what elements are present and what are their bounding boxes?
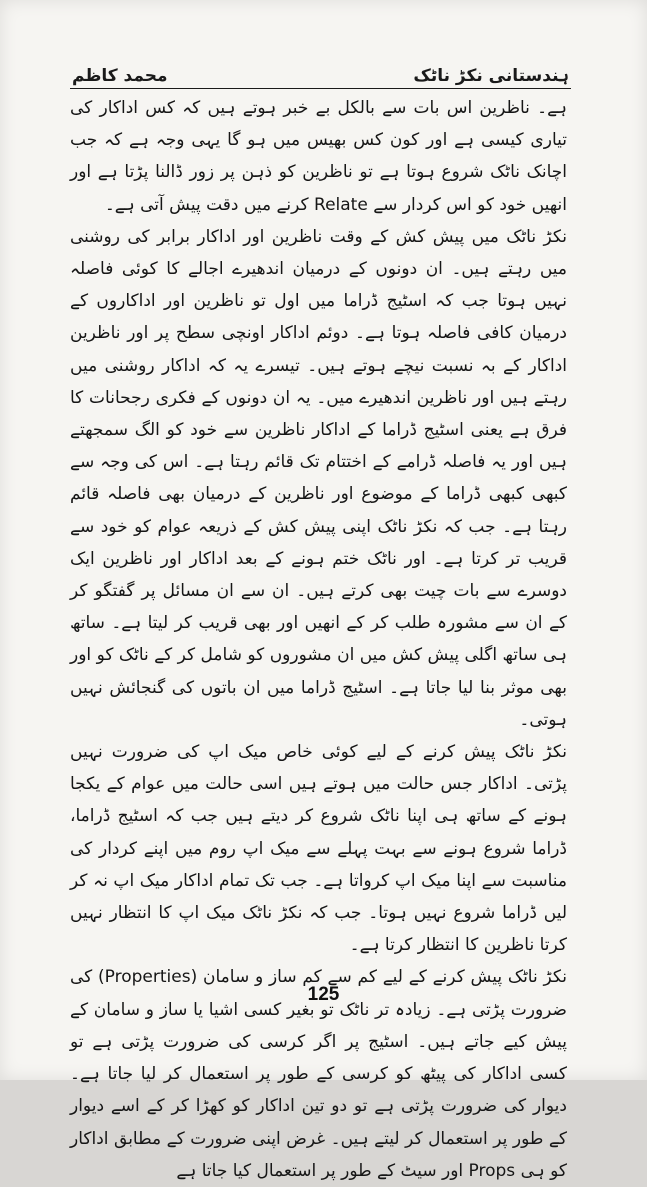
header-rule (70, 88, 571, 89)
author-name: محمد کاظم (72, 66, 168, 86)
paragraph: نکڑ ناٹک میں پیش کش کے وقت ناظرین اور اداکار برابر کی روشنی میں رہتے ہیں۔ ان دونوں کے درمیان اندھیرے اجالے کا کوئی فاصلہ نہیں ہوتا جب کہ اسٹیج ڈراما میں اول تو ناظرین اور اداکاروں کے درمیان کافی فاصلہ ہوتا ہے۔ دوئم اداکار اونچی سطح پر اور ناظرین اداکار کے بہ نسبت نیچے ہوتے ہیں۔ تیسرے یہ کہ اداکار روشنی میں رہتے ہیں اور ناظرین اندھیرے میں۔ یہ ان دونوں کے فکری رجحانات کا فرق ہے یعنی اسٹیج ڈراما کے اداکار ناظرین سے خود کو الگ سمجھتے ہیں اور یہ فاصلہ ڈرامے کے اختتام تک قائم رہتا ہے۔ اس کی وجہ سے کبھی کبھی ڈراما کے موضوع اور ناظرین کے درمیان بھی فاصلہ قائم رہتا ہے۔ جب کہ نکڑ ناٹک اپنی پیش کش کے ذریعہ عوام کو خود سے قریب تر کرتا ہے۔ اور ناٹک ختم ہونے کے بعد اداکار اور ناظرین ایک دوسرے سے بات چیت بھی کرتے ہیں۔ ان سے ان مسائل پر گفتگو کر کے ان سے مشورہ طلب کر کے انھیں اور بھی قریب کر لیتا ہے۔ ساتھ ہی ساتھ اگلی پیش کش میں ان مشوروں کو شامل کر کے ناٹک کو اور بھی موثر بنا لیا جاتا ہے۔ اسٹیج ڈراما میں ان باتوں کی گنجائش نہیں ہوتی۔ (70, 226, 567, 730)
paragraph: ہے۔ ناظرین اس بات سے بالکل بے خبر ہوتے ہیں کہ کس اداکار کی تیاری کیسی ہے اور کون کس بھیس میں ہو گا یہی وجہ ہے کہ جب اچانک ناٹک شروع ہوتا ہے تو ناظرین کو ذہن پر زور ڈالنا پڑتا ہے اور انھیں خود کو اس کردار سے Relate کرنے میں دقت پیش آتی ہے۔ (70, 98, 567, 215)
paragraph: نکڑ ناٹک پیش کرنے کے لیے کوئی خاص میک اپ کی ضرورت نہیں پڑتی۔ اداکار جس حالت میں ہوتے ہیں اسی حالت میں عوام کے یکجا ہونے کے ساتھ ہی اپنا ناٹک شروع کر دیتے ہیں جب کہ اسٹیج ڈراما، ڈراما شروع ہونے سے بہت پہلے سے میک اپ روم میں اپنے کردار کی مناسبت سے اپنا میک اپ کرواتا ہے۔ جب تک تمام اداکار میک اپ نہ کر لیں ڈراما شروع نہیں ہوتا۔ جب کہ نکڑ ناٹک میک اپ کا انتظار نہیں کرتا ناظرین کا انتظار کرتا ہے۔ (70, 742, 567, 956)
book-title: ہندستانی نکڑ ناٹک (413, 66, 569, 86)
body-text (70, 92, 567, 1187)
running-header (72, 60, 569, 86)
paragraph: نکڑ ناٹک پیش کرنے کے لیے کم سے کم ساز و سامان (Properties) کی ضرورت پڑتی ہے۔ زیادہ تر ناٹک تو بغیر کسی اشیا یا ساز و سامان کے پیش کیے جاتے ہیں۔ اسٹیج پر اگر کرسی کی ضرورت پڑتی ہے تو کسی اداکار کی پیٹھ کو کرسی کے طور پر استعمال کر لیا جاتا ہے۔ دیوار کی ضرورت پڑتی ہے تو دو تین اداکار کو کھڑا کر کے اسے دیوار کے طور پر استعمال کر لیتے ہیں۔ غرض اپنی ضرورت کے مطابق اداکار کو ہی Props اور سیٹ کے طور پر استعمال کیا جاتا ہے (70, 967, 567, 1181)
page-number: 125 (307, 984, 340, 1005)
